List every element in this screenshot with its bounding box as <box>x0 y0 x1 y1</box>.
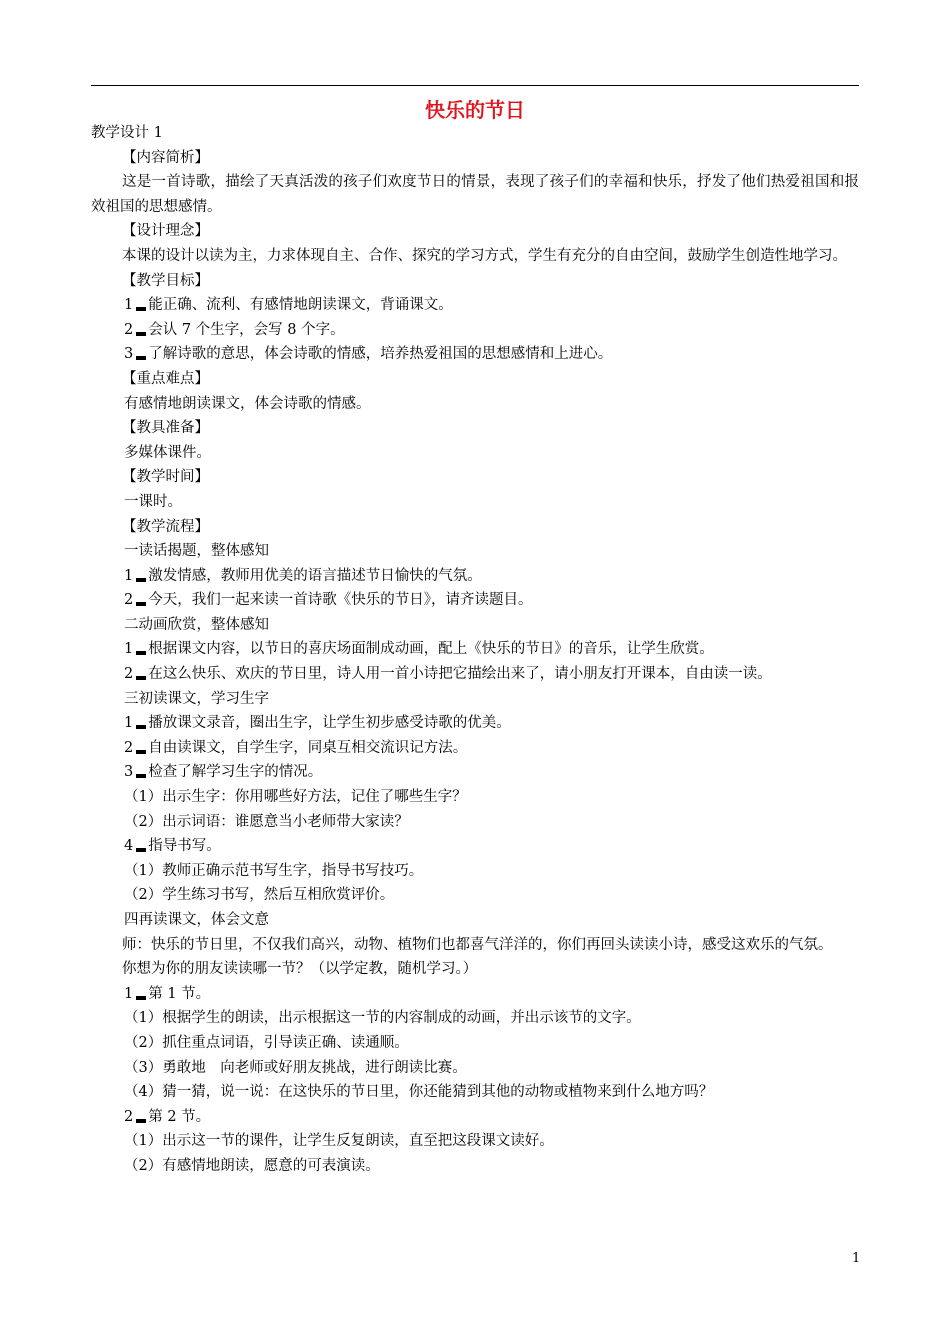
list-item: 1 激发情感，教师用优美的语言描述节日愉快的气氛。 <box>124 567 482 584</box>
list-item: 1 能正确、流利、有感情地朗读课文，背诵课文。 <box>124 297 453 314</box>
list-item: 3 检查了解学习生字的情况。 <box>124 764 323 781</box>
paragraph: 本课的设计以读为主，力求体现自主、合作、探究的学习方式，学生有充分的自由空间，鼓励学生创造性地学习。 <box>122 247 847 264</box>
list-item: 2 会认 7 个生字，会写 8 个字。 <box>124 321 345 338</box>
list-item: 3 了解诗歌的意思，体会诗歌的情感，培养热爱祖国的思想感情和上进心。 <box>124 346 613 363</box>
sub-item: （1）教师正确示范书写生字，指导书写技巧。 <box>124 862 424 879</box>
sub-item: （3）勇敢地 向老师或好朋友挑战，进行朗读比赛。 <box>124 1059 467 1076</box>
section-label: 教学设计 1 <box>91 125 163 141</box>
list-item: 4 指导书写。 <box>124 838 221 855</box>
paragraph: 这是一首诗歌，描绘了天真活泼的孩子们欢度节日的情景，表现了孩子们的幸福和快乐，抒发了他们热爱祖国和报效祖国的思想感情。 <box>91 174 859 215</box>
step-heading: 一读话揭题，整体感知 <box>124 543 269 560</box>
page-title: 快乐的节日 <box>425 98 525 122</box>
text-line: 一课时。 <box>124 493 182 510</box>
list-item: 1 播放课文录音，圈出生字，让学生初步感受诗歌的优美。 <box>124 715 511 732</box>
text-line: 多媒体课件。 <box>124 444 211 461</box>
sub-item: （1）出示生字：你用哪些好方法，记住了哪些生字？ <box>124 789 467 806</box>
sub-item: （2）抓住重点词语，引导读正确、读通顺。 <box>124 1034 409 1051</box>
heading: 【教学目标】 <box>122 272 209 289</box>
sub-item: （2）有感情地朗读，愿意的可表演读。 <box>124 1157 380 1174</box>
page-number: 1 <box>852 1251 861 1266</box>
heading: 【重点难点】 <box>122 370 209 387</box>
heading: 【教学流程】 <box>122 518 209 535</box>
step-heading: 四再读课文，体会文意 <box>124 912 269 928</box>
step-heading: 三初读课文，学习生字 <box>124 690 269 707</box>
heading: 【内容简析】 <box>122 149 209 166</box>
list-item: 2 第 2 节。 <box>124 1108 211 1125</box>
list-item: 2 自由读课文，自学生字，同桌互相交流识记方法。 <box>124 739 468 756</box>
step-heading: 二动画欣赏，整体感知 <box>124 616 269 633</box>
document-body <box>91 121 859 1179</box>
heading: 【设计理念】 <box>122 223 209 240</box>
sub-item: （1）出示这一节的课件，让学生反复朗读，直至把这段课文读好。 <box>124 1133 554 1150</box>
list-item: 2 在这么快乐、欢庆的节日里，诗人用一首小诗把它描绘出来了，请小朋友打开课本，自由读一读。 <box>124 666 772 683</box>
heading: 【教学时间】 <box>122 469 209 486</box>
list-item: 1 第 1 节。 <box>124 985 211 1002</box>
text-line: 有感情地朗读课文，体会诗歌的情感。 <box>124 395 371 412</box>
sub-item: （2）学生练习书写，然后互相欣赏评价。 <box>124 887 395 904</box>
top-rule <box>91 85 859 86</box>
list-item: 1 根据课文内容，以节日的喜庆场面制成动画，配上《快乐的节日》的音乐，让学生欣赏。 <box>124 641 714 658</box>
sub-item: （2）出示词语：谁愿意当小老师带大家读？ <box>124 813 409 830</box>
sub-item: （4）猜一猜，说一说：在这快乐的节日里，你还能猜到其他的动物或植物来到什么地方吗？ <box>124 1084 714 1101</box>
list-item: 2 今天，我们一起来读一首诗歌《快乐的节日》，请齐读题目。 <box>124 592 533 609</box>
text-line: 你想为你的朋友读读哪一节？（以学定教，随机学习。） <box>122 961 478 978</box>
heading: 【教具准备】 <box>122 420 209 437</box>
sub-item: （1）根据学生的朗读，出示根据这一节的内容制成的动画，并出示该节的文字。 <box>124 1010 641 1027</box>
paragraph: 师：快乐的节日里，不仅我们高兴，动物、植物们也都喜气洋洋的，你们再回头读读小诗，感受这欢乐的气氛。 <box>122 936 833 953</box>
